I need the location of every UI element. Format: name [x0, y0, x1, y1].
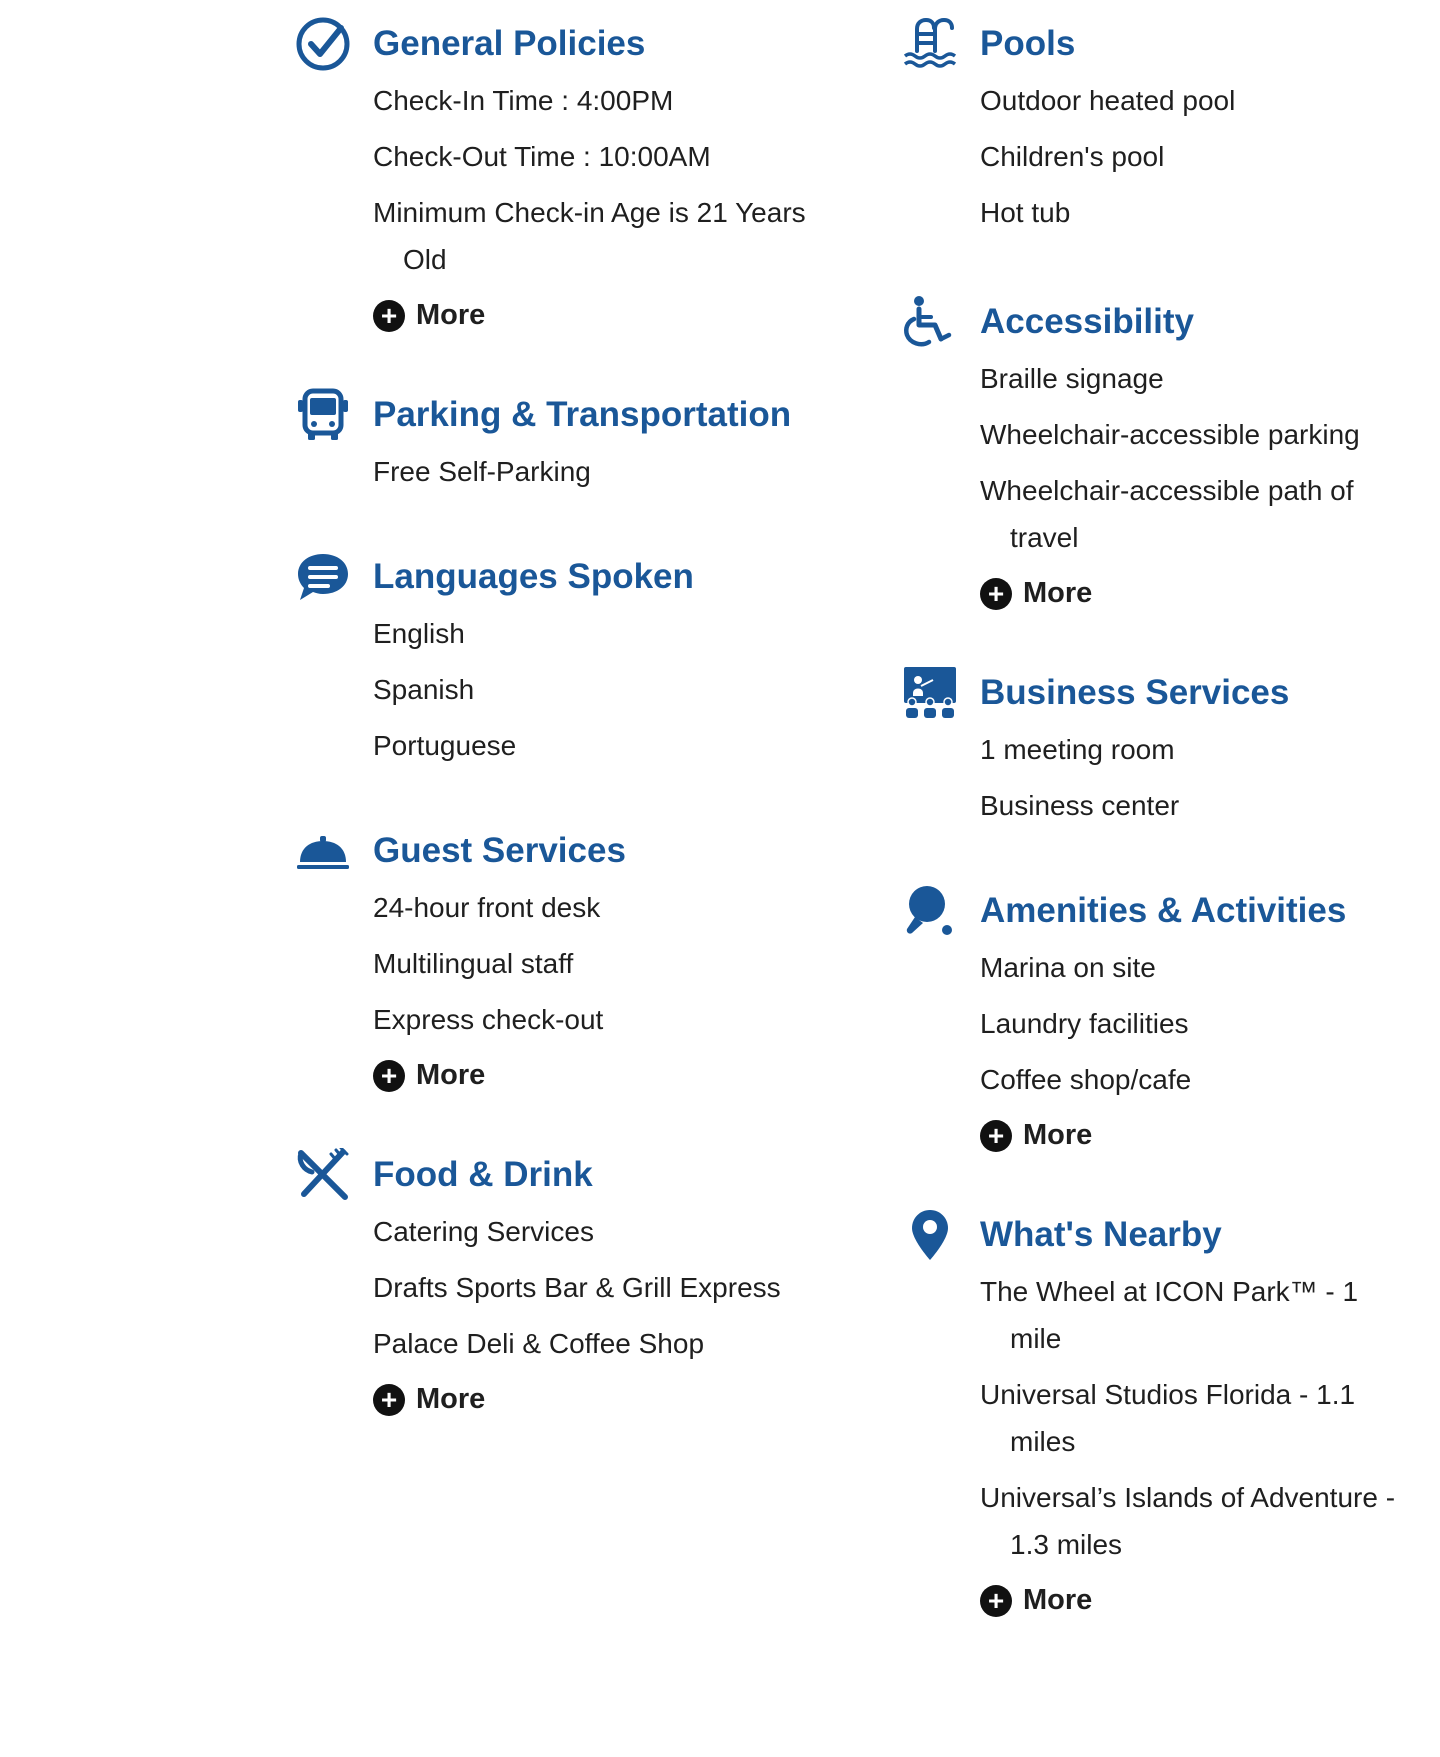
section-whats-nearby — [902, 1211, 1412, 1624]
more-button[interactable] — [373, 292, 485, 339]
section-title: Business Services — [980, 673, 1290, 712]
more-button[interactable] — [373, 1376, 485, 1423]
list-item: Express check-out — [373, 1004, 604, 1035]
section-title: Pools — [980, 24, 1076, 63]
bus-icon — [295, 387, 351, 443]
section-food-drink — [295, 1151, 815, 1423]
section-title: Languages Spoken — [373, 557, 694, 596]
section-general-policies — [295, 20, 815, 339]
list-item: Braille signage — [980, 363, 1164, 394]
list-item: Universal Studios Florida - 1.1 miles — [980, 1379, 1356, 1457]
more-button[interactable] — [373, 1052, 485, 1099]
section-title: Food & Drink — [373, 1155, 593, 1194]
list-item: Marina on site — [980, 952, 1156, 983]
plus-icon: + — [373, 300, 405, 332]
ping-pong-icon — [902, 883, 958, 939]
section-amenities-activities — [902, 887, 1412, 1159]
more-label: More — [416, 1059, 486, 1091]
list-item: Hot tub — [980, 197, 1071, 228]
right-column — [902, 0, 1412, 1624]
section-accessibility — [902, 298, 1412, 617]
list-item: Catering Services — [373, 1216, 594, 1247]
section-pools — [902, 20, 1412, 236]
section-parking-transportation — [295, 391, 815, 495]
pool-ladder-icon — [902, 16, 958, 72]
wheelchair-icon — [902, 294, 958, 350]
more-label: More — [416, 299, 486, 331]
section-title: Parking & Transportation — [373, 395, 792, 434]
list-item: Coffee shop/cafe — [980, 1064, 1192, 1095]
section-business-services — [902, 669, 1412, 829]
list-item: Outdoor heated pool — [980, 85, 1236, 116]
list-item: Children's pool — [980, 141, 1165, 172]
list-item: Free Self-Parking — [373, 456, 591, 487]
more-label: More — [1023, 1584, 1093, 1616]
more-label: More — [416, 1383, 486, 1415]
left-column — [295, 0, 815, 1423]
plus-icon: + — [980, 1120, 1012, 1152]
presentation-icon — [902, 665, 958, 721]
list-item: Universal’s Islands of Adventure - 1.3 miles — [980, 1482, 1396, 1560]
section-title: Accessibility — [980, 302, 1194, 341]
list-item: Portuguese — [373, 730, 517, 761]
more-label: More — [1023, 577, 1093, 609]
plus-icon: + — [373, 1060, 405, 1092]
section-languages-spoken — [295, 553, 815, 769]
fork-knife-icon — [295, 1147, 351, 1203]
more-button[interactable] — [980, 1577, 1092, 1624]
section-title: Guest Services — [373, 831, 626, 870]
list-item: Laundry facilities — [980, 1008, 1189, 1039]
list-item: Spanish — [373, 674, 475, 705]
list-item: Check-In Time : 4:00PM — [373, 85, 674, 116]
list-item: The Wheel at ICON Park™ - 1 mile — [980, 1276, 1359, 1354]
map-pin-icon — [902, 1207, 958, 1263]
section-title: General Policies — [373, 24, 646, 63]
list-item: Check-Out Time : 10:00AM — [373, 141, 711, 172]
list-item: Drafts Sports Bar & Grill Express — [373, 1272, 781, 1303]
list-item: Business center — [980, 790, 1180, 821]
list-item: Palace Deli & Coffee Shop — [373, 1328, 705, 1359]
section-title: Amenities & Activities — [980, 891, 1347, 930]
speech-bubble-icon — [295, 549, 351, 605]
checkmark-circle-icon — [295, 16, 351, 72]
list-item: Multilingual staff — [373, 948, 574, 979]
list-item: Wheelchair-accessible parking — [980, 419, 1360, 450]
plus-icon: + — [980, 578, 1012, 610]
list-item: Minimum Check-in Age is 21 Years Old — [373, 197, 806, 275]
more-button[interactable] — [980, 1112, 1092, 1159]
more-button[interactable] — [980, 570, 1092, 617]
list-item: Wheelchair-accessible path of travel — [980, 475, 1354, 553]
more-label: More — [1023, 1119, 1093, 1151]
service-bell-icon — [295, 823, 351, 879]
list-item: 1 meeting room — [980, 734, 1175, 765]
list-item: English — [373, 618, 465, 649]
plus-icon: + — [373, 1384, 405, 1416]
section-guest-services — [295, 827, 815, 1099]
section-title: What's Nearby — [980, 1215, 1222, 1254]
plus-icon: + — [980, 1585, 1012, 1617]
list-item: 24-hour front desk — [373, 892, 601, 923]
